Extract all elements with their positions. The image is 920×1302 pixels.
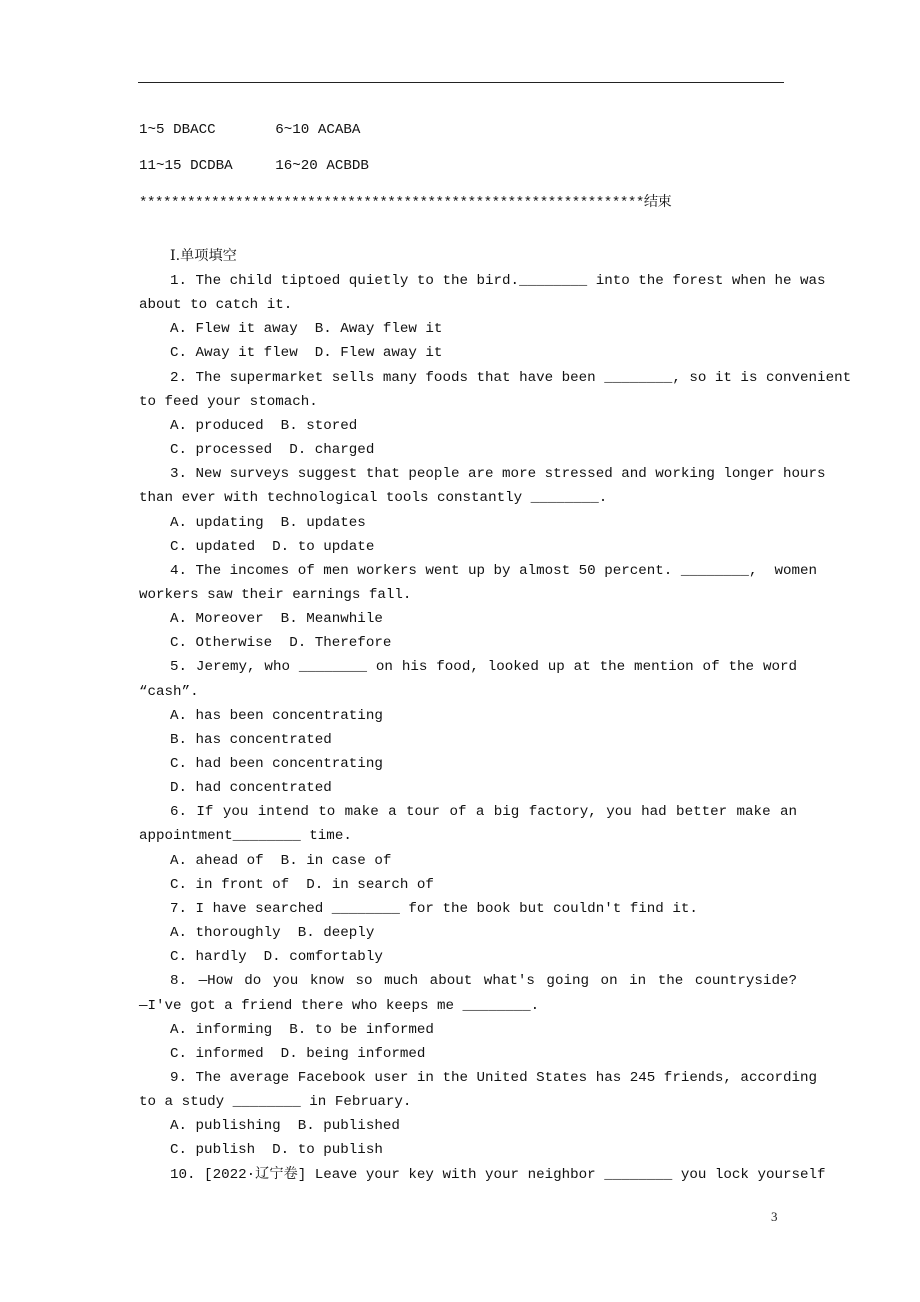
question-options: A. informing B. to be informed [170, 1021, 434, 1038]
answer-row-1 [139, 121, 360, 139]
question-stem: 5. Jeremy, who ________ on his food, looked up at the mention of the word [170, 659, 797, 676]
question-stem-continued: about to catch it. [139, 297, 293, 314]
page-number: 3 [771, 1209, 778, 1224]
question-stem: 7. I have searched ________ for the book but couldn't find it. [170, 900, 698, 917]
question-options: A. produced B. stored [170, 417, 358, 434]
question-options: C. hardly D. comfortably [170, 949, 383, 966]
question-options: C. updated D. to update [170, 538, 375, 555]
question-stem: 4. The incomes of men workers went up by almost 50 percent. ________, women [170, 562, 818, 579]
question-options: C. in front of D. in search of [170, 876, 434, 893]
section-title: Ⅰ.单项填空 [170, 248, 237, 264]
question-stem-continued: to feed your stomach. [139, 393, 318, 410]
question-stem: 2. The supermarket sells many foods that have been ________, so it is convenient [170, 369, 852, 386]
question-stem-continued: “cash”. [139, 683, 199, 700]
question-options: C. informed D. being informed [170, 1045, 426, 1062]
answer-key: ACBDB [326, 158, 369, 174]
question-stem-continued: —I've got a friend there who keeps me ________. [139, 997, 540, 1014]
question-options: A. Moreover B. Meanwhile [170, 611, 383, 628]
question-stem: 8. —How do you know so much about what's going on in the countryside? [170, 973, 797, 990]
answer-key: ACABA [317, 122, 361, 138]
answer-range: 11~15 [139, 158, 182, 174]
question-options: C. processed D. charged [170, 442, 375, 458]
question-options: A. updating B. updates [170, 514, 366, 531]
question-stem-continued: than ever with technological tools constantly ________. [139, 490, 608, 507]
header-rule [138, 82, 784, 83]
end-marker: ***************************************************************结束 [139, 195, 672, 211]
question-options: A. ahead of B. in case of [170, 852, 392, 869]
answer-key: DCDBA [190, 158, 233, 174]
answer-range: 1~5 [139, 122, 165, 138]
question-options: C. had been concentrating [170, 756, 383, 772]
question-options: A. publishing B. published [170, 1118, 400, 1135]
question-stem: 3. New surveys suggest that people are more stressed and working longer hours [170, 466, 826, 483]
question-options: B. has concentrated [170, 731, 332, 748]
question-options: C. Away it flew D. Flew away it [170, 345, 443, 362]
question-stem: 10. [2022·辽宁卷] Leave your key with your neighbor ________ you lock yourself [170, 1166, 826, 1183]
answer-key: DBACC [173, 122, 216, 138]
question-stem: 1. The child tiptoed quietly to the bird.________ into the forest when he was [170, 273, 826, 289]
question-options: C. publish D. to publish [170, 1142, 383, 1159]
question-stem-continued: appointment________ time. [139, 828, 352, 845]
question-stem: 9. The average Facebook user in the United States has 245 friends, according [170, 1069, 818, 1086]
answer-row-2 [139, 157, 369, 175]
question-options: C. Otherwise D. Therefore [170, 635, 392, 652]
answer-range: 16~20 [275, 158, 318, 174]
question-stem-continued: to a study ________ in February. [139, 1094, 412, 1111]
question-options: A. thoroughly B. deeply [170, 925, 375, 941]
question-stem: 6. If you intend to make a tour of a big factory, you had better make an [170, 804, 797, 821]
question-options: A. Flew it away B. Away flew it [170, 321, 443, 338]
question-options: A. has been concentrating [170, 707, 383, 724]
question-stem-continued: workers saw their earnings fall. [139, 587, 412, 603]
question-options: D. had concentrated [170, 780, 332, 797]
answer-range: 6~10 [275, 122, 310, 138]
